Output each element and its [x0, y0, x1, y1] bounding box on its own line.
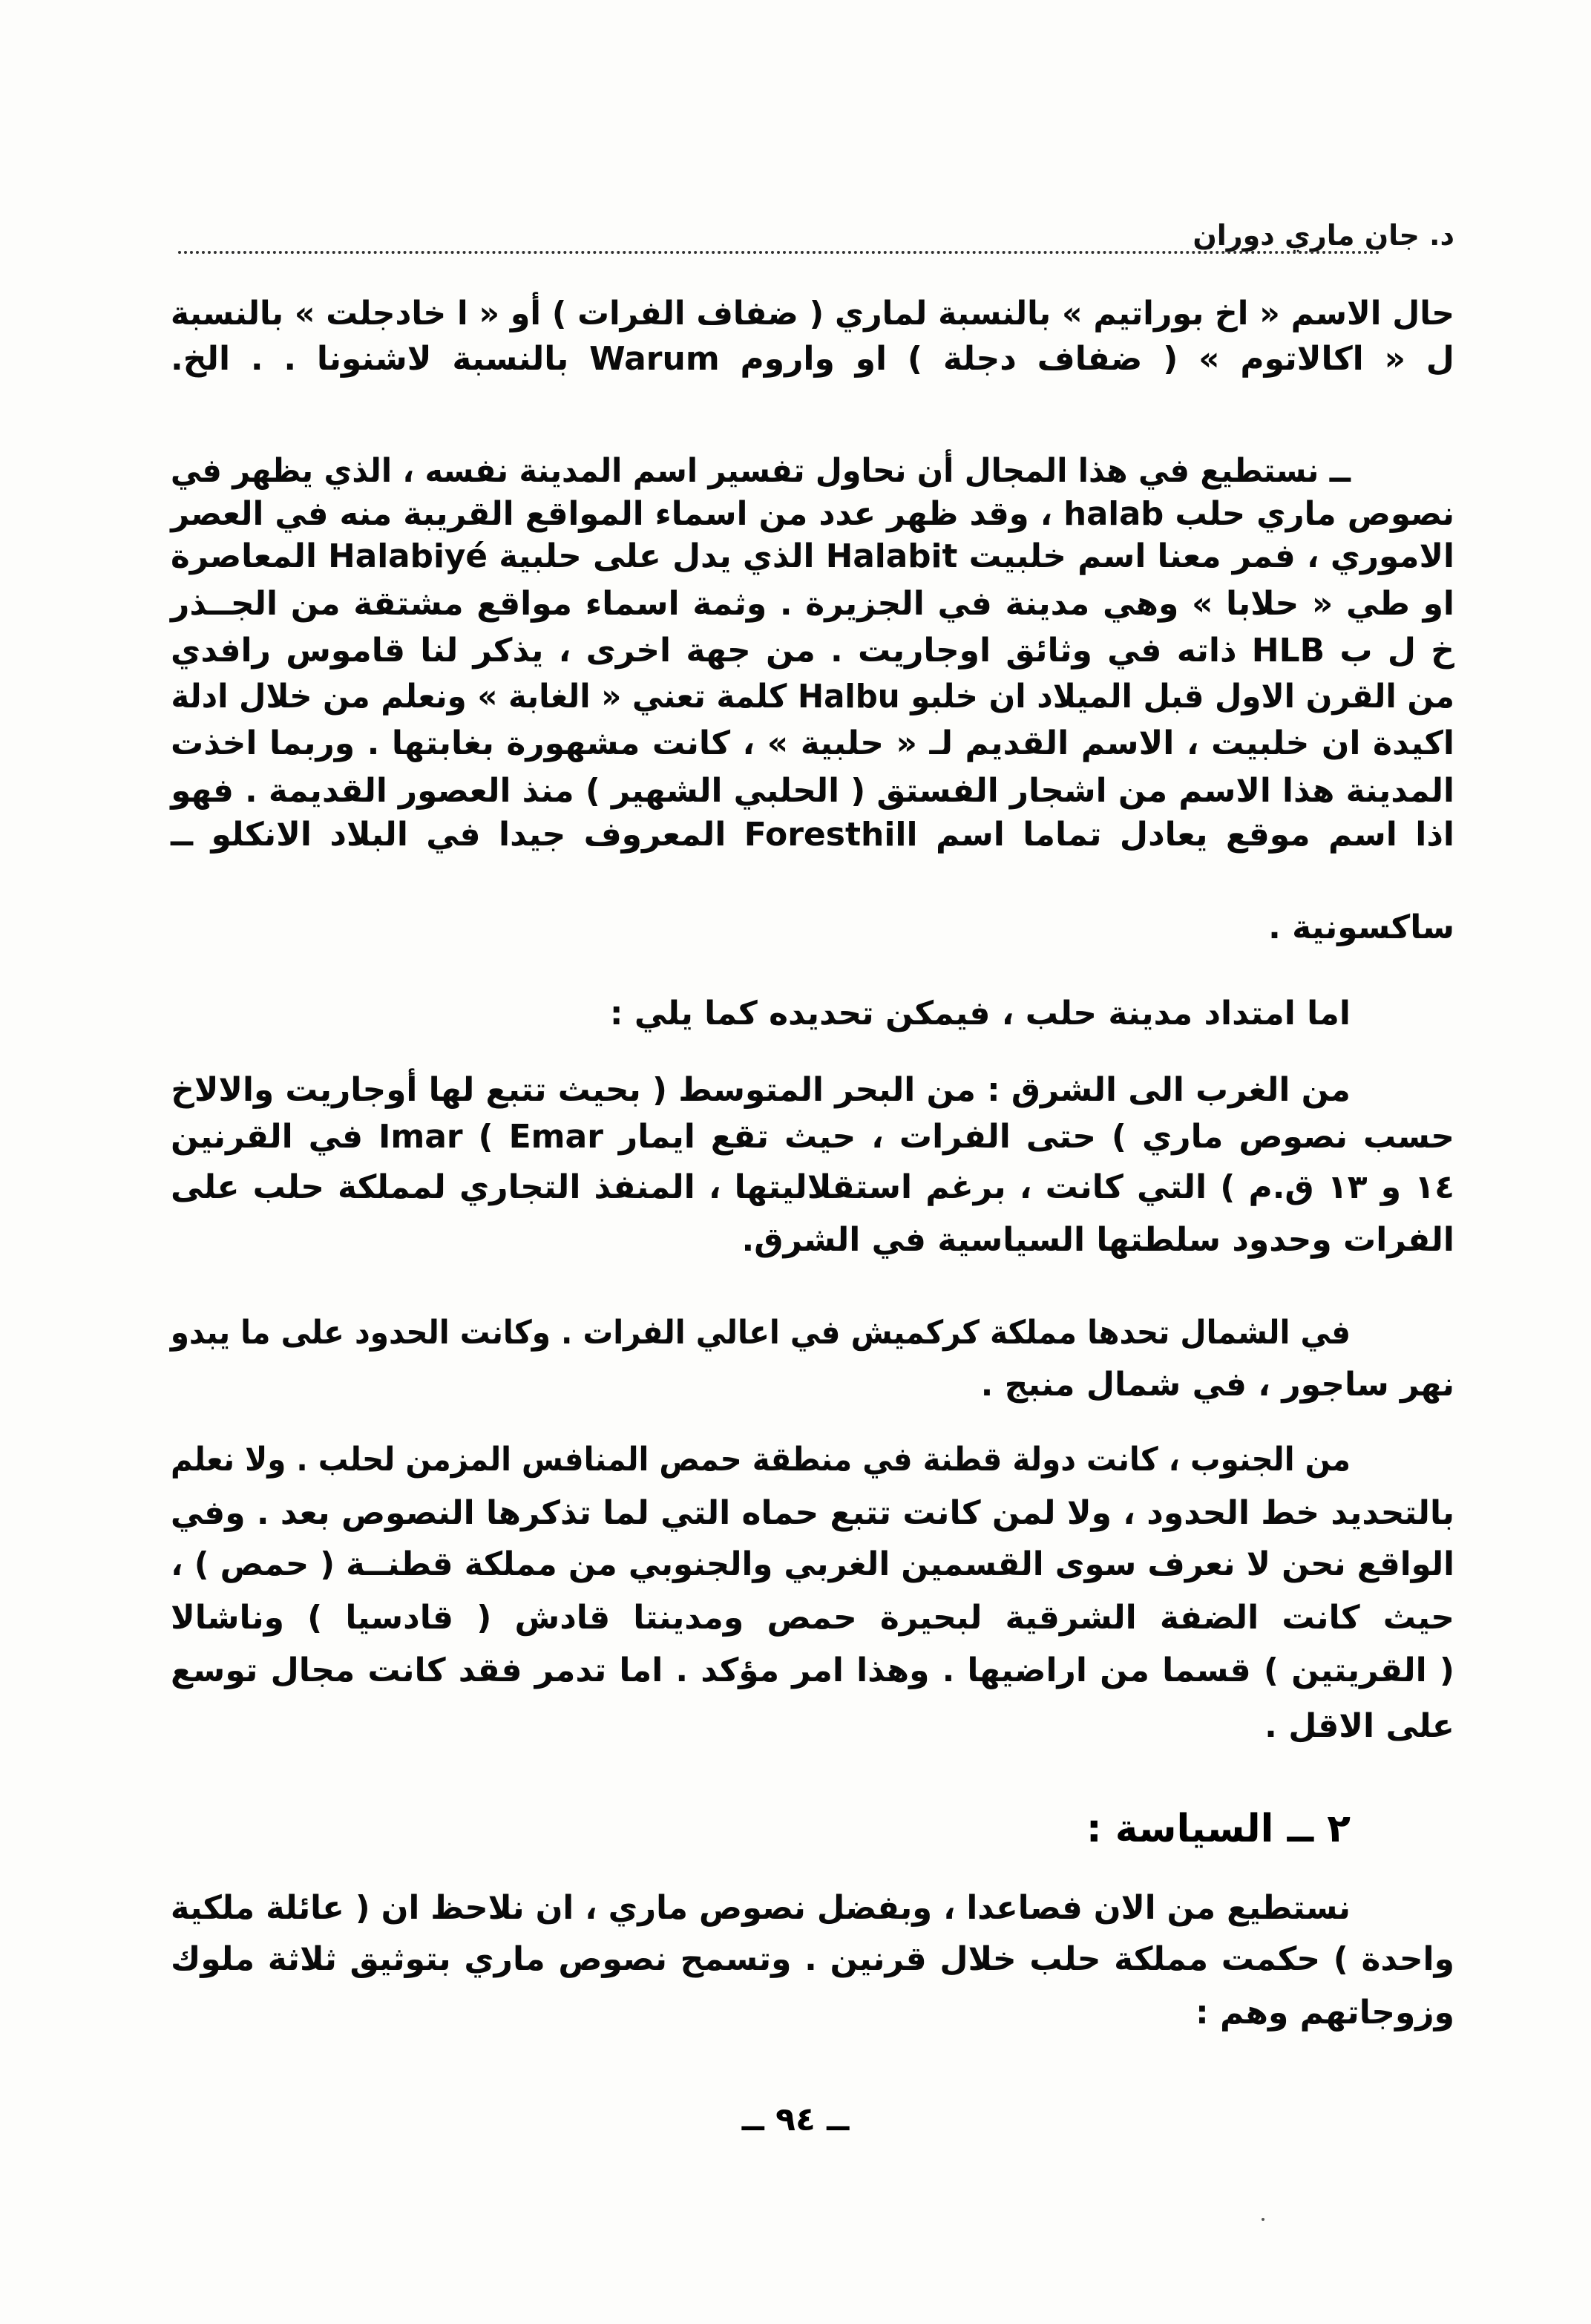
text-line: واحدة ) حكمت مملكة حلب خلال قرنين . وتسمح نصوص ماري بتوثيق ثلاثة ملوك — [171, 1940, 1454, 1978]
text-line: اذا اسم موقع يعادل تماما اسم Foresthill المعروف جيدا في البلاد الانكلو ــ — [171, 816, 1454, 854]
text-line: حيث كانت الضفة الشرقية لبحيرة حمص ومدينتا قادش ( قادسيا ) وناشالا — [171, 1599, 1454, 1637]
text-line: حال الاسم « اخ بوراتيم » بالنسبة لماري ( ضفاف الفرات ) أو « ا خادجلت » بالنسبة — [170, 295, 1454, 333]
text-line: من القرن الاول قبل الميلاد ان خلبو Halbu كلمة تعني « الغابة » ونعلم من خلال ادلة — [171, 678, 1454, 716]
page-number: ــ ٩٤ ــ — [741, 2101, 850, 2138]
text-line: او طي « حلابا » وهي مدينة في الجزيرة . وثمة اسماء مواقع مشتقة من الجــذر — [171, 585, 1454, 623]
text-line: ( القريتين ) قسما من اراضيها . وهذا امر مؤكد . اما تدمر فقد كانت مجال توسع — [171, 1652, 1454, 1689]
header-dotted-rule — [178, 251, 1380, 254]
text-line: الفرات وحدود سلطتها السياسية في الشرق. — [741, 1221, 1454, 1259]
text-line: نهر ساجور ، في شمال منبج . — [980, 1366, 1454, 1404]
text-line: ــ نستطيع في هذا المجال أن نحاول تفسير اسم المدينة نفسه ، الذي يظهر في — [170, 452, 1351, 490]
text-line: في الشمال تحدها مملكة كركميش في اعالي الفرات . وكانت الحدود على ما يبدو — [170, 1314, 1351, 1352]
text-line: الواقع نحن لا نعرف سوى القسمين الغربي والجنوبي من مملكة قطنــة ( حمص ) ، — [171, 1545, 1454, 1583]
section-heading: ٢ ــ السياسة : — [1086, 1807, 1351, 1851]
text-line: نستطيع من الان فصاعدا ، وبفضل نصوص ماري ، ان نلاحظ ان ( عائلة ملكية — [170, 1889, 1351, 1927]
text-line: بالتحديد خط الحدود ، ولا لمن كانت تتبع حماه التي لما تذكرها النصوص بعد . وفي — [170, 1494, 1454, 1532]
text-line: ل « اكالاتوم » ( ضفاف دجلة ) او واروم Warum بالنسبة لاشنونا . . الخ. — [171, 340, 1454, 378]
scan-speck — [1262, 2218, 1264, 2221]
text-line: ١٤ و ١٣ ق.م ) التي كانت ، برغم استقلاليتها ، المنفذ التجاري لمملكة حلب على — [171, 1168, 1454, 1206]
text-line: على الاقل . — [1264, 1707, 1454, 1745]
text-line: ساكسونية . — [1268, 909, 1454, 946]
text-line: المدينة هذا الاسم من اشجار الفستق ( الحلبي الشهير ) منذ العصور القديمة . فهو — [171, 772, 1454, 810]
text-line: اكيدة ان خلبيت ، الاسم القديم لـ « حلبية » ، كانت مشهورة بغابتها . وربما اخذت — [171, 724, 1454, 762]
text-line: اما امتداد مدينة حلب ، فيمكن تحديده كما يلي : — [609, 995, 1351, 1032]
text-line: خ ل ب HLB ذاته في وثائق اوجاريت . من جهة اخرى ، يذكر لنا قاموس رافدي — [171, 632, 1454, 670]
text-line: من الغرب الى الشرق : من البحر المتوسط ( بحيث تتبع لها أوجاريت والالاخ — [171, 1071, 1351, 1109]
text-line: نصوص ماري حلب halab ، وقد ظهر عدد من اسماء المواقع القريبة منه في العصر — [171, 495, 1454, 533]
text-line: حسب نصوص ماري ) حتى الفرات ، حيث تقع ايمار Imar ( Emar في القرنين — [171, 1118, 1455, 1156]
running-header-author: د. جان ماري دوران — [1193, 219, 1454, 252]
text-line: من الجنوب ، كانت دولة قطنة في منطقة حمص المنافس المزمن لحلب . ولا نعلم — [170, 1441, 1351, 1479]
text-line: وزوجاتهم وهم : — [1195, 1994, 1454, 2032]
text-line: الاموري ، فمر معنا اسم خلبيت Halabit الذي يدل على حلبية Halabiyé المعاصرة — [170, 537, 1454, 575]
